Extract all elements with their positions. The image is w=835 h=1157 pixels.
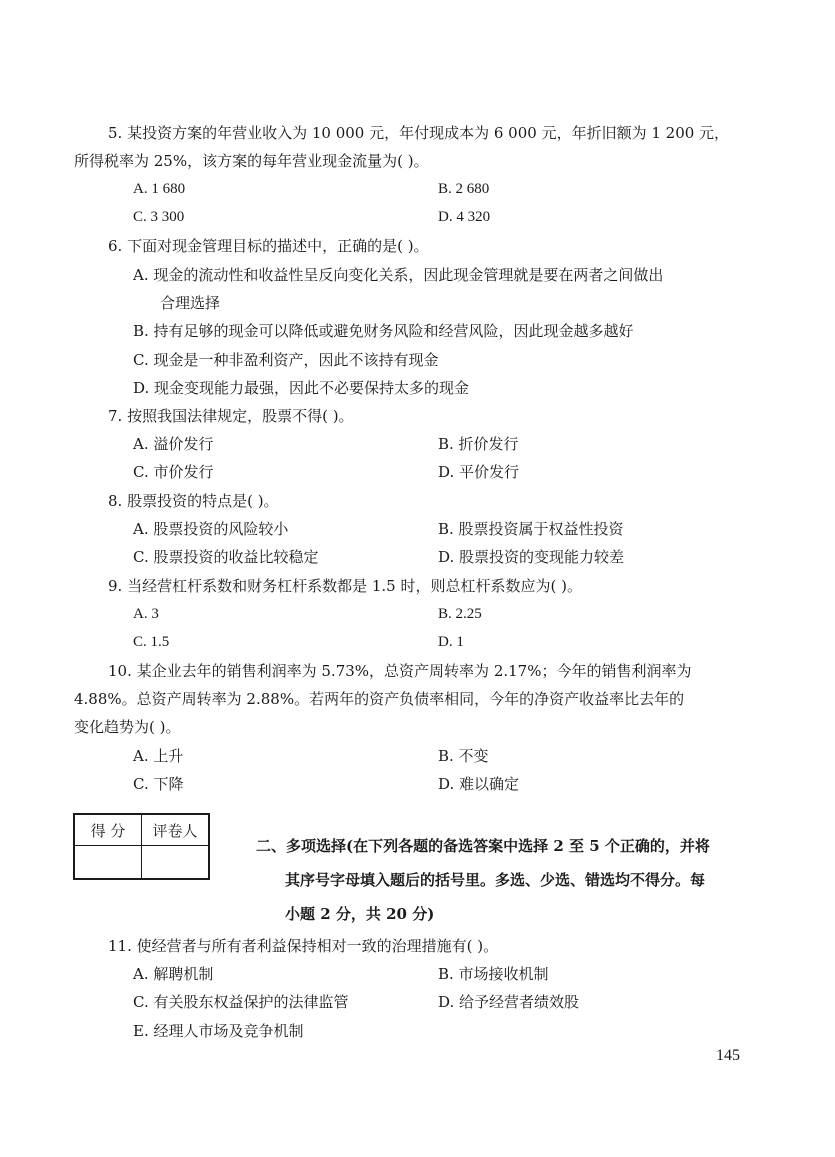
grader-cell[interactable] bbox=[142, 846, 210, 880]
q10-stem-line2: 4.88%。总资产周转率为 2.88%。若两年的资产负债率相同，今年的净资产收益率比去年的 bbox=[74, 690, 685, 708]
q6-stem: 6. 下面对现金管理目标的描述中，正确的是( )。 bbox=[108, 237, 429, 255]
page-number: 145 bbox=[716, 1047, 740, 1064]
q8-stem: 8. 股票投资的特点是( )。 bbox=[108, 492, 279, 510]
q11-option-b: B. 市场接收机制 bbox=[438, 965, 549, 983]
q9-stem: 9. 当经营杠杆系数和财务杠杆系数都是 1.5 时，则总杠杆系数应为( )。 bbox=[108, 577, 582, 595]
q7-option-b: B. 折价发行 bbox=[438, 435, 519, 453]
q8-option-d: D. 股票投资的变现能力较差 bbox=[438, 548, 625, 566]
q8-option-a: A. 股票投资的风险较小 bbox=[133, 520, 289, 538]
section2-heading-line2: 其序号字母填入题后的括号里。多选、少选、错选均不得分。每 bbox=[285, 871, 706, 889]
q11-option-c: C. 有关股东权益保护的法律监管 bbox=[133, 993, 349, 1011]
q10-option-b: B. 不变 bbox=[438, 747, 489, 765]
q10-option-a: A. 上升 bbox=[133, 747, 184, 765]
q5-stem-line2: 所得税率为 25%，该方案的每年营业现金流量为( )。 bbox=[74, 152, 429, 170]
q11-option-d: D. 给予经营者绩效股 bbox=[438, 993, 580, 1011]
q9-option-d: D. 1 bbox=[438, 634, 464, 650]
score-cell[interactable] bbox=[74, 846, 142, 880]
q9-option-b: B. 2.25 bbox=[438, 606, 482, 622]
q6-option-a-line1: A. 现金的流动性和收益性呈反向变化关系，因此现金管理就是要在两者之间做出 bbox=[133, 266, 664, 284]
section2-heading-line1: 二、多项选择(在下列各题的备选答案中选择 2 至 5 个正确的，并将 bbox=[256, 837, 710, 855]
q5-option-a: A. 1 680 bbox=[133, 181, 186, 197]
score-header: 得 分 bbox=[74, 814, 142, 846]
q7-option-a: A. 溢价发行 bbox=[133, 435, 214, 453]
q7-stem: 7. 按照我国法律规定，股票不得( )。 bbox=[108, 407, 354, 425]
q6-option-a-line2: 合理选择 bbox=[160, 294, 221, 312]
q5-option-d: D. 4 320 bbox=[438, 209, 491, 225]
grader-header: 评卷人 bbox=[142, 814, 210, 846]
q6-option-c: C. 现金是一种非盈利资产，因此不该持有现金 bbox=[133, 351, 439, 369]
q9-option-c: C. 1.5 bbox=[133, 634, 170, 650]
section2-heading-line3: 小题 2 分，共 20 分) bbox=[285, 905, 435, 923]
q9-option-a: A. 3 bbox=[133, 606, 159, 622]
q11-option-e: E. 经理人市场及竞争机制 bbox=[133, 1022, 304, 1040]
q7-option-c: C. 市价发行 bbox=[133, 463, 214, 481]
q6-option-d: D. 现金变现能力最强，因此不必要保持太多的现金 bbox=[133, 379, 470, 397]
q7-option-d: D. 平价发行 bbox=[438, 463, 520, 481]
q10-stem-line1: 10. 某企业去年的销售利润率为 5.73%，总资产周转率为 2.17%；今年的销售利润率为 bbox=[108, 662, 692, 680]
q8-option-b: B. 股票投资属于权益性投资 bbox=[438, 520, 624, 538]
q11-stem: 11. 使经营者与所有者利益保持相对一致的治理措施有( )。 bbox=[108, 937, 499, 955]
q5-option-b: B. 2 680 bbox=[438, 181, 490, 197]
q10-stem-line3: 变化趋势为( )。 bbox=[74, 718, 181, 736]
q10-option-c: C. 下降 bbox=[133, 775, 184, 793]
q6-option-b: B. 持有足够的现金可以降低或避免财务风险和经营风险，因此现金越多越好 bbox=[133, 322, 634, 340]
q10-option-d: D. 难以确定 bbox=[438, 775, 520, 793]
q8-option-c: C. 股票投资的收益比较稳定 bbox=[133, 548, 319, 566]
score-table bbox=[73, 813, 210, 880]
q5-option-c: C. 3 300 bbox=[133, 209, 185, 225]
q5-stem-line1: 5. 某投资方案的年营业收入为 10 000 元，年付现成本为 6 000 元，年折旧额为 1 200 元， bbox=[108, 124, 730, 142]
q11-option-a: A. 解聘机制 bbox=[133, 965, 214, 983]
